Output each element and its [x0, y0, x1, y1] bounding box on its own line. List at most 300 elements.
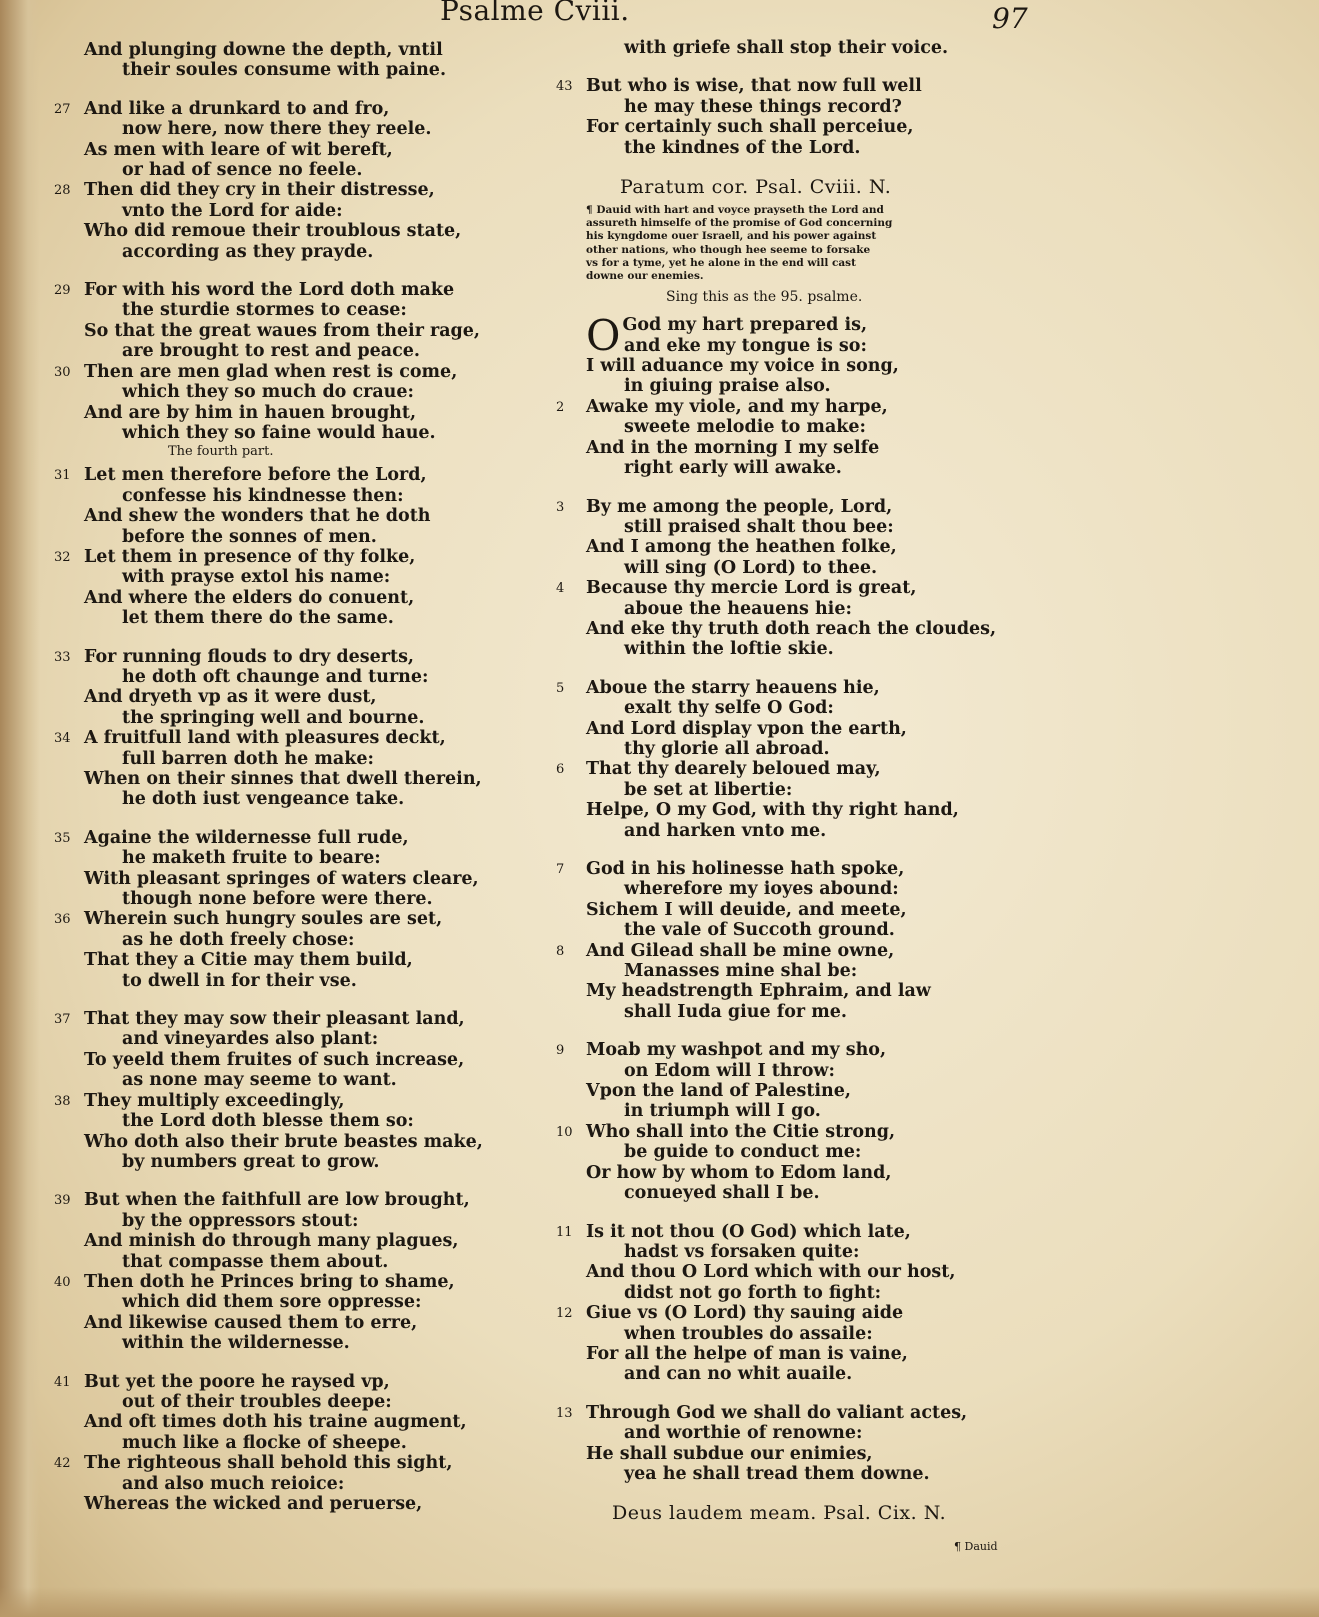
next-psalm-heading: Deus laudem meam. Psal. Cix. N. [612, 1502, 947, 1525]
verse-text: within the loftie skie. [624, 639, 834, 660]
verse-text: let them there do the same. [122, 608, 394, 629]
verse-text: And shew the wonders that he doth [84, 506, 431, 527]
verse-line [84, 1070, 544, 1090]
verse-text: But who is wise, that now full well [586, 76, 922, 97]
stanza [54, 465, 544, 629]
verse-text: Manasses mine shal be: [624, 961, 858, 982]
verse-number: 10 [556, 1124, 573, 1140]
verse-text: And oft times doth his traine augment, [84, 1412, 467, 1433]
verse-line [556, 859, 1046, 879]
verse-text: according as they prayde. [122, 241, 374, 262]
verse-line [84, 300, 544, 320]
verse-text: didst not go forth to fight: [624, 1282, 882, 1303]
verse-text: Let men therefore before the Lord, [84, 465, 427, 486]
verse-line [586, 698, 1046, 718]
verse-text: sweete melodie to make: [624, 417, 867, 438]
verse-line [84, 242, 544, 262]
verse-text: Who shall into the Citie strong, [586, 1121, 896, 1142]
verse-text: My headstrength Ephraim, and law [586, 981, 931, 1002]
verse-line [556, 496, 1046, 517]
verse-line [556, 1221, 1046, 1242]
verse-line [556, 1303, 1046, 1324]
verse-text: shall Iuda giue for me. [624, 1001, 847, 1022]
stanza [556, 1402, 1046, 1485]
verse-line [586, 821, 1046, 841]
verse-text: he maketh fruite to beare: [122, 848, 381, 869]
verse-line [84, 160, 544, 180]
verse-text: the Lord doth blesse them so: [122, 1111, 414, 1132]
verse-text: the springing well and bourne. [122, 707, 425, 728]
verse-line [84, 221, 544, 241]
verse-line [84, 201, 544, 221]
verse-text: By me among the people, Lord, [586, 496, 893, 517]
verse-line [54, 1190, 544, 1211]
verse-line [54, 1271, 544, 1292]
verse-text: in triumph will I go. [624, 1101, 821, 1122]
verse-line [556, 759, 1046, 780]
stanza [556, 1221, 1046, 1385]
verse-line [84, 1292, 544, 1312]
verse-text: For running flouds to dry deserts, [84, 646, 415, 667]
verse-line [586, 1183, 1046, 1203]
verse-text: With pleasant springes of waters cleare, [84, 868, 479, 889]
verse-text: Giue vs (O Lord) thy sauing aide [586, 1303, 904, 1324]
verse-line [84, 1111, 544, 1131]
verse-line [84, 567, 544, 587]
verse-text: Or how by whom to Edom land, [586, 1162, 892, 1183]
verse-line [586, 1283, 1046, 1303]
verse-line [586, 639, 1046, 659]
verse-number: 29 [54, 283, 71, 299]
verse-text: confesse his kindnesse then: [122, 485, 404, 506]
verse-text: And I among the heathen folke, [586, 537, 897, 558]
verse-line [54, 728, 544, 749]
verse-line [84, 1433, 544, 1453]
verse-text: and vineyardes also plant: [122, 1029, 379, 1050]
verse-number: 39 [54, 1193, 71, 1209]
verse-line [54, 280, 544, 301]
verse-text: And Lord display vpon the earth, [586, 718, 907, 739]
verse-number: 33 [54, 649, 71, 665]
verse-text: But yet the poore he raysed vp, [84, 1371, 390, 1392]
verse-line [54, 646, 544, 667]
verse-text: be set at libertie: [624, 779, 793, 800]
verse-text: And dryeth vp as it were dust, [84, 687, 377, 708]
verse-line [84, 341, 544, 361]
verse-line [84, 140, 544, 160]
verse-line [586, 1444, 1046, 1464]
verse-text: Then are men glad when rest is come, [84, 361, 458, 382]
verse-number: 3 [556, 499, 565, 515]
stanza [54, 280, 544, 461]
verse-line [84, 1412, 544, 1432]
verse-line [84, 403, 544, 423]
verse-line [586, 1101, 1046, 1121]
stanza [556, 496, 1046, 660]
verse-line [54, 465, 544, 486]
verse-line [586, 619, 1046, 639]
verse-line [586, 719, 1046, 739]
tune-direction: Sing this as the 95. psalme. [666, 289, 863, 306]
verse-line [586, 1344, 1046, 1364]
verse-line [586, 336, 1046, 356]
verse-text: But when the faithfull are low brought, [84, 1190, 470, 1211]
verse-text: hadst vs forsaken quite: [624, 1241, 860, 1262]
verse-number: 9 [556, 1043, 565, 1059]
argument-line: assureth himselfe of the promise of God concerning [586, 217, 893, 230]
verse-number: 37 [54, 1012, 71, 1028]
verse-text: God in his holinesse hath spoke, [586, 859, 905, 879]
psalm-108-text [556, 311, 1046, 1484]
verse-line [586, 981, 1046, 1001]
verse-line [84, 667, 544, 687]
stanza [54, 646, 544, 810]
verse-text: within the wildernesse. [122, 1333, 350, 1354]
verse-line [54, 1453, 544, 1474]
verse-line [84, 382, 544, 402]
right-column [556, 38, 1046, 1525]
verse-text: They multiply exceedingly, [84, 1090, 345, 1111]
verse-text: Sichem I will deuide, and meete, [586, 899, 907, 920]
verse-text: which did them sore oppresse: [122, 1292, 422, 1313]
verse-text: When on their sinnes that dwell therein, [84, 769, 482, 789]
verse-line [586, 537, 1046, 557]
verse-line [586, 1142, 1046, 1162]
verse-number: 13 [556, 1405, 573, 1421]
verse-text: And likewise caused them to erre, [84, 1312, 418, 1333]
verse-line [586, 961, 1046, 981]
verse-text: though none before were there. [122, 889, 433, 910]
verse-text: Vpon the land of Palestine, [586, 1081, 852, 1102]
verse-line [556, 1402, 1046, 1423]
verse-text: with griefe shall stop their voice. [624, 38, 949, 58]
verse-line [84, 527, 544, 547]
verse-line [586, 1262, 1046, 1282]
verse-text: and eke my tongue is so: [624, 335, 867, 356]
verse-text: So that the great waues from their rage, [84, 320, 481, 341]
verse-text: Who did remoue their troublous state, [84, 221, 462, 242]
verse-text: For with his word the Lord doth make [84, 280, 455, 301]
verse-text: That they may sow their pleasant land, [84, 1009, 465, 1030]
verse-line [84, 1050, 544, 1070]
verse-text: And eke thy truth doth reach the cloudes, [586, 618, 997, 639]
verse-line [54, 1371, 544, 1392]
verse-line [586, 438, 1046, 458]
verse-line [84, 1029, 544, 1049]
verse-text: The righteous shall behold this sight, [84, 1453, 453, 1474]
verse-number: 27 [54, 101, 71, 117]
verse-line [54, 1090, 544, 1111]
verse-text: will sing (O Lord) to thee. [624, 557, 878, 578]
verse-line [586, 1364, 1046, 1384]
verse-line [84, 848, 544, 868]
verse-text: Let them in presence of thy folke, [84, 546, 416, 567]
verse-line [84, 423, 544, 443]
verse-text: Who doth also their brute beastes make, [84, 1131, 483, 1152]
verse-text: which they so faine would haue. [122, 422, 436, 443]
verse-line [586, 780, 1046, 800]
verse-text: or had of sence no feele. [122, 160, 363, 181]
verse-text: aboue the heauens hie: [624, 598, 852, 619]
verse-line [84, 789, 544, 809]
psalm-heading: Paratum cor. Psal. Cviii. N. [620, 176, 892, 199]
verse-text: before the sonnes of men. [122, 526, 377, 547]
verse-text: he may these things record? [624, 96, 902, 117]
verse-text: And plunging downe the depth, vntil [84, 40, 443, 60]
verse-text: the vale of Succoth ground. [624, 920, 895, 941]
verse-text: Helpe, O my God, with thy right hand, [586, 800, 959, 821]
verse-line [84, 1494, 544, 1514]
verse-line [84, 1333, 544, 1353]
verse-text: conueyed shall I be. [624, 1183, 820, 1204]
verse-number: 35 [54, 830, 71, 846]
verse-line [84, 40, 544, 60]
verse-number: 2 [556, 399, 565, 415]
verse-line [84, 1211, 544, 1231]
verse-text: Whereas the wicked and peruerse, [84, 1494, 423, 1514]
stanza [54, 1009, 544, 1172]
stanza [54, 827, 544, 991]
verse-line [84, 930, 544, 950]
verse-text: on Edom will I throw: [624, 1060, 835, 1081]
verse-line [586, 1081, 1046, 1101]
verse-number: 6 [556, 762, 565, 778]
verse-text: For certainly such shall perceiue, [586, 117, 914, 138]
verse-number: 43 [556, 79, 573, 95]
verse-line [586, 739, 1046, 759]
verse-line [586, 800, 1046, 820]
verse-text: still praised shalt thou bee: [624, 516, 894, 537]
verse-text: as none may seeme to want. [122, 1070, 397, 1091]
verse-text: Moab my washpot and my sho, [586, 1040, 887, 1061]
stanza [556, 76, 1046, 158]
verse-line [84, 971, 544, 991]
verse-text: the sturdie stormes to cease: [122, 300, 407, 321]
verse-line [586, 356, 1046, 376]
part-label: The fourth part. [168, 444, 274, 460]
verse-number: 40 [54, 1274, 71, 1290]
verse-text: Aboue the starry heauens hie, [586, 677, 880, 698]
argument-line: his kyngdome ouer Israell, and his power against [586, 230, 877, 243]
verse-text: That thy dearely beloued may, [586, 759, 881, 780]
verse-text: And minish do through many plagues, [84, 1231, 459, 1252]
running-head [0, 0, 1319, 35]
verse-line [586, 599, 1046, 619]
verse-text: and harken vnto me. [624, 820, 827, 841]
verse-line [54, 909, 544, 930]
verse-number: 5 [556, 680, 565, 696]
verse-line [84, 588, 544, 608]
stanza [54, 98, 544, 262]
verse-line [84, 506, 544, 526]
verse-number: 4 [556, 581, 565, 597]
verse-line [556, 1040, 1046, 1061]
verse-line [84, 486, 544, 506]
verse-text: And thou O Lord which with our host, [586, 1262, 956, 1283]
verse-text: their soules consume with paine. [122, 60, 447, 81]
verse-text: which they so much do craue: [122, 382, 414, 403]
verse-line [84, 119, 544, 139]
verse-line [586, 38, 1046, 58]
verse-text: A fruitfull land with pleasures deckt, [84, 728, 446, 749]
verse-text: Awake my viole, and my harpe, [586, 396, 888, 417]
verse-text: wherefore my ioyes abound: [624, 879, 899, 900]
verse-line [84, 1313, 544, 1333]
verse-text: Is it not thou (O God) which late, [586, 1221, 911, 1242]
verse-text: and can no whit auaile. [624, 1364, 853, 1385]
verse-text: I will aduance my voice in song, [586, 356, 899, 377]
verse-line [556, 76, 1046, 97]
verse-number: 38 [54, 1093, 71, 1109]
verse-line [586, 517, 1046, 537]
verse-line [586, 558, 1046, 578]
verse-text: be guide to conduct me: [624, 1142, 862, 1163]
verse-number: 42 [54, 1456, 71, 1472]
verse-line [84, 1132, 544, 1152]
verse-text: that compasse them about. [122, 1251, 389, 1272]
verse-line [54, 361, 544, 382]
verse-text: And Gilead shall be mine owne, [586, 940, 895, 961]
verse-line [84, 1252, 544, 1272]
argument-line: vs for a tyme, yet he alone in the end will cast [586, 256, 856, 269]
verse-line [54, 546, 544, 567]
stanza [556, 311, 1046, 479]
psalm-107-ending [556, 38, 1046, 158]
verse-line [586, 879, 1046, 899]
verse-number: 30 [54, 364, 71, 380]
verse-number: 36 [54, 912, 71, 928]
verse-line [586, 97, 1046, 117]
verse-line [556, 396, 1046, 417]
verse-text: God my hart prepared is, [622, 315, 868, 336]
verse-line [54, 98, 544, 119]
verse-line [586, 1324, 1046, 1344]
verse-text: As men with leare of wit bereft, [84, 139, 393, 160]
verse-line [84, 749, 544, 769]
verse-line [586, 458, 1046, 478]
verse-text: now here, now there they reele. [122, 119, 432, 140]
verse-text: For all the helpe of man is vaine, [586, 1343, 908, 1364]
stanza [586, 38, 1046, 58]
verse-text: he doth oft chaunge and turne: [122, 666, 429, 687]
verse-text: by the oppressors stout: [122, 1210, 359, 1231]
verse-number: 12 [556, 1306, 573, 1322]
verse-text: and worthie of renowne: [624, 1423, 863, 1444]
verse-text: and also much reioice: [122, 1473, 345, 1494]
verse-text: yea he shall tread them downe. [624, 1463, 930, 1484]
verse-line [84, 1231, 544, 1251]
verse-line [586, 1423, 1046, 1443]
verse-text: He shall subdue our enimies, [586, 1443, 873, 1464]
verse-line [586, 138, 1046, 158]
verse-line [84, 608, 544, 628]
folio-number: 97 [992, 2, 1028, 35]
drop-capital: O [586, 311, 621, 361]
verse-text: And like a drunkard to and fro, [84, 98, 390, 119]
verse-number: 11 [556, 1224, 573, 1240]
verse-line [586, 1464, 1046, 1484]
argument-line: downe our enemies. [586, 270, 704, 283]
verse-text: out of their troubles deepe: [122, 1391, 392, 1412]
verse-line [84, 950, 544, 970]
verse-line [84, 1474, 544, 1494]
verse-number: 31 [54, 468, 71, 484]
verse-line [84, 1152, 544, 1172]
verse-line [84, 708, 544, 728]
verse-text: Wherein such hungry soules are set, [84, 909, 443, 930]
verse-text: And in the morning I my selfe [586, 437, 880, 458]
verse-line [586, 920, 1046, 940]
verse-text: Againe the wildernesse full rude, [84, 827, 409, 848]
verse-text: That they a Citie may them build, [84, 950, 413, 971]
stanza [84, 40, 544, 81]
stanza [54, 1371, 544, 1515]
page-edge-left [0, 0, 40, 1617]
verse-text: vnto the Lord for aide: [122, 200, 343, 221]
verse-text: when troubles do assaile: [624, 1323, 873, 1344]
verse-line [84, 687, 544, 707]
verse-text: And where the elders do conuent, [84, 587, 415, 608]
stanza [54, 1190, 544, 1354]
verse-text: full barren doth he make: [122, 748, 374, 769]
running-head-title: Psalme Cviii. [440, 0, 630, 27]
argument-line: ¶ Dauid with hart and voyce prayseth the Lord and [586, 204, 884, 217]
verse-line [54, 827, 544, 848]
verse-line [84, 1392, 544, 1412]
stanza [556, 859, 1046, 1022]
verse-line [556, 940, 1046, 961]
verse-text: thy glorie all abroad. [624, 738, 830, 759]
verse-text: And are by him in hauen brought, [84, 402, 417, 423]
verse-text: Then doth he Princes bring to shame, [84, 1271, 455, 1292]
verse-line [586, 1002, 1046, 1022]
verse-text: to dwell in for their vse. [122, 970, 357, 991]
verse-text: Through God we shall do valiant actes, [586, 1402, 968, 1423]
verse-text: exalt thy selfe O God: [624, 698, 834, 719]
verse-text: To yeeld them fruites of such increase, [84, 1049, 465, 1070]
verse-line [84, 321, 544, 341]
verse-text: Because thy mercie Lord is great, [586, 578, 917, 599]
verse-text: he doth iust vengeance take. [122, 789, 405, 810]
verse-line [84, 869, 544, 889]
verse-line [54, 1009, 544, 1030]
argument-line: other nations, who though hee seeme to forsake [586, 243, 871, 256]
verse-line [84, 769, 544, 789]
catchword: ¶ Dauid [954, 1540, 998, 1553]
verse-line [586, 900, 1046, 920]
verse-line [84, 889, 544, 909]
verse-line [586, 376, 1046, 396]
verse-text: Then did they cry in their distresse, [84, 180, 435, 201]
left-column [54, 40, 544, 1532]
verse-text: much like a flocke of sheepe. [122, 1432, 407, 1453]
stanza [556, 677, 1046, 841]
verse-number: 34 [54, 731, 71, 747]
verse-line [586, 417, 1046, 437]
psalm-argument [586, 204, 1046, 283]
verse-line [586, 1061, 1046, 1081]
verse-number: 28 [54, 183, 71, 199]
verse-text: in giuing praise also. [624, 376, 831, 397]
verse-text: as he doth freely chose: [122, 929, 355, 950]
verse-line [84, 60, 544, 80]
verse-number: 7 [556, 862, 565, 877]
verse-line [556, 677, 1046, 698]
verse-number: 41 [54, 1374, 71, 1390]
verse-line [556, 1121, 1046, 1142]
verse-line [586, 1163, 1046, 1183]
verse-number: 8 [556, 943, 565, 959]
